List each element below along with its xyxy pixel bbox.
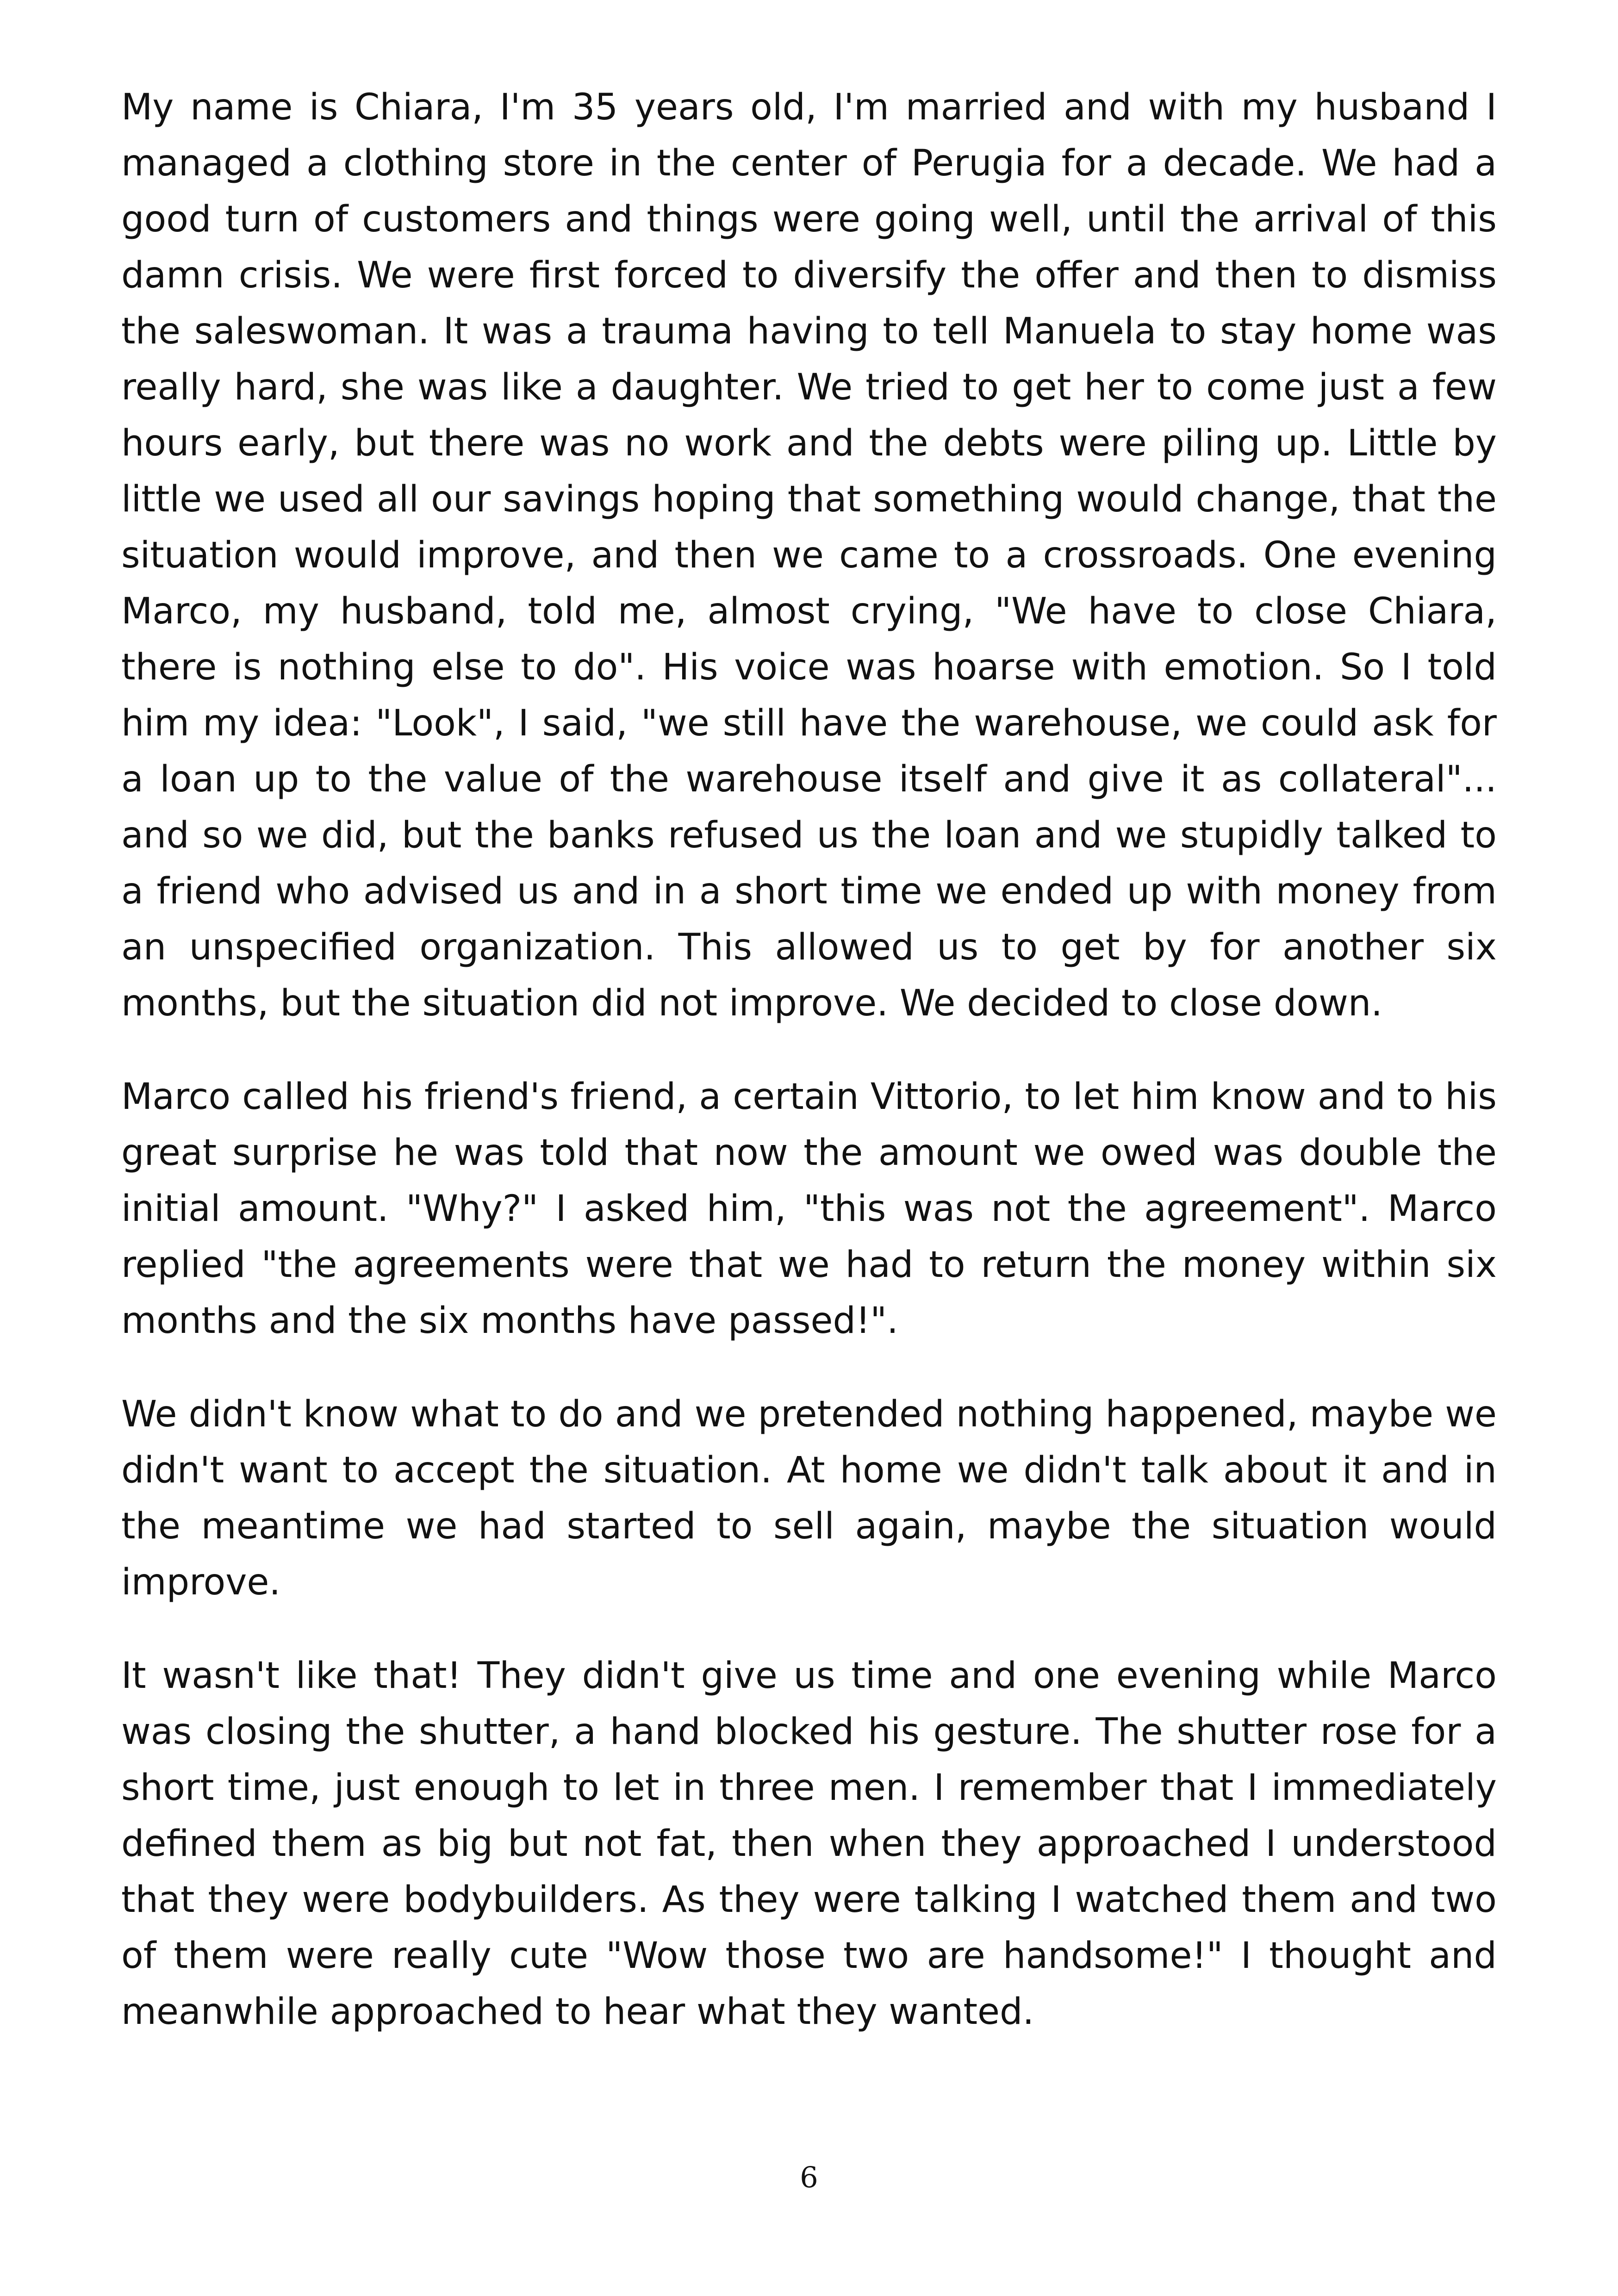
paragraph-4: It wasn't like that! They didn't give us time and one evening while Marco was closing the shutter, a hand blocked his gesture. The shutter rose for a short time, just enough to let in three men. I remember that I immediately defined them as big but not fat, then when they approached I understood that they were bodybuilders. As they were talking I watched them and two of them were really cute "Wow those two are handsome!" I thought and meanwhile approached to hear what they wanted. xyxy=(121,1655,1497,2033)
paragraph-3: We didn't know what to do and we pretended nothing happened, maybe we didn't want to accept the situation. At home we didn't talk about it and in the meantime we had started to sell again, maybe the situation would improve. xyxy=(121,1394,1497,1603)
paragraph-1: My name is Chiara, I'm 35 years old, I'm married and with my husband I managed a clothing store in the center of Perugia for a decade. We had a good turn of customers and things were going well, until the arrival of this damn crisis. We were first forced to diversify the offer and then to dismiss the saleswoman. It was a trauma having to tell Manuela to stay home was really hard, she was like a daughter. We tried to get her to come just a few hours early, but there was no work and the debts were piling up. Little by little we used all our savings hoping that something would change, that the situation would improve, and then we came to a crossroads. One evening Marco, my husband, told me, almost crying, "We have to close Chiara, there is nothing else to do". His voice was hoarse with emotion. So I told him my idea: "Look", I said, "we still have the warehouse, we could ask for a loan up to the value of the warehouse itself and give it as collateral"... and so we did, but the banks refused us the loan and we stupidly talked to a friend who advised us and in a short time we ended up with money from an unspecified organization. This allowed us to get by for another six months, but the situation did not improve. We decided to close down. xyxy=(121,87,1497,1024)
paragraph-2: Marco called his friend's friend, a certain Vittorio, to let him know and to his great surprise he was told that now the amount we owed was double the initial amount. "Why?" I asked him, "this was not the agreement". Marco replied "the agreements were that we had to return the money within six months and the six months have passed!". xyxy=(121,1076,1497,1342)
body-text xyxy=(121,80,1497,2078)
page-number: 6 xyxy=(800,2160,818,2194)
